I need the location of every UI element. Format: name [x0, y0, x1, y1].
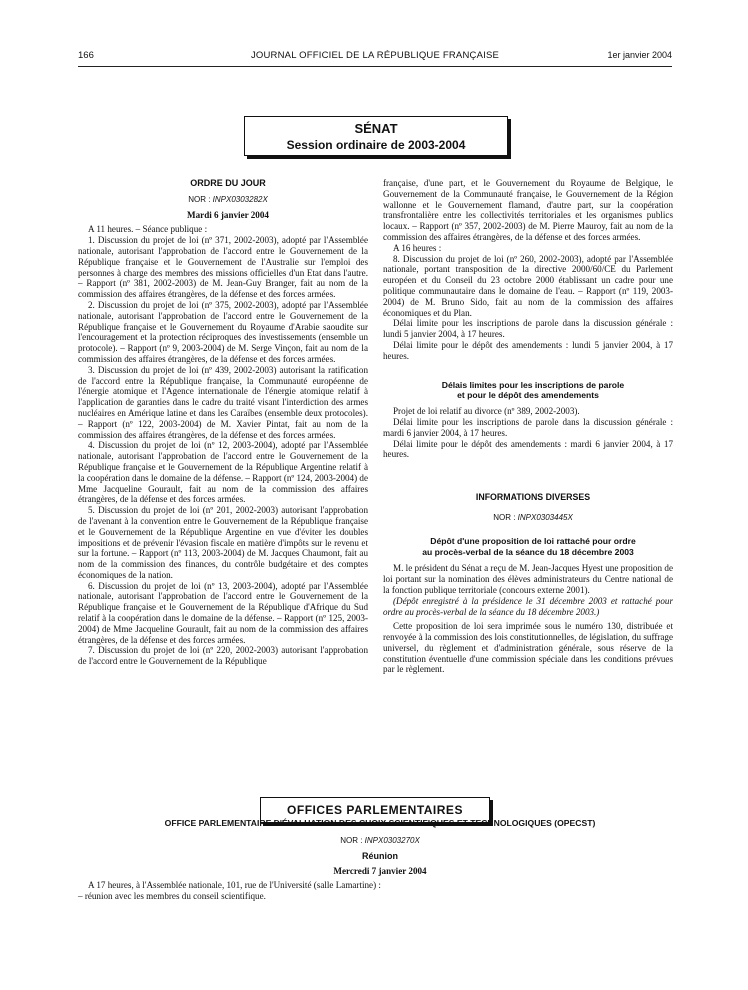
infos-subheading: Dépôt d'une proposition de loi rattaché pour ordre au procès-verbal de la séance du 18 décembre 2003	[422, 535, 636, 557]
nor-code: INPX0303270X	[364, 836, 420, 845]
agenda-item: 1. Discussion du projet de loi (nº 371, 2002-2003), adopté par l'Assemblée nationale, autorisant l'approbation de l'accord entre le Gouvernement de la République française et le Gouvernement de l'Australie sur l'emploi des personnes à charge des membres des missions officielles d'un Etat dans l'autre. – Rapport (nº 381, 2002-2003) de M. Jean-Guy Branger, fait au nom de la commission des affaires étrangères, de la défense et des forces armées.	[78, 235, 368, 300]
infos-paragraph: M. le président du Sénat a reçu de M. Jean-Jacques Hyest une proposition de loi portant sur la nomination des élèves administrateurs du Centre national de la fonction publique territoriale (concours externe 2001).	[383, 563, 673, 595]
journal-title: JOURNAL OFFICIEL DE LA RÉPUBLIQUE FRANÇAISE	[250, 50, 500, 61]
right-column	[383, 178, 673, 675]
infos-paragraph: Cette proposition de loi sera imprimée sous le numéro 130, distribuée et renvoyée à la commission des lois constitutionnelles, de législation, du suffrage universel, du règlement et d'administration générale, sous réserve de la constitution éventuelle d'une commission spéciale dans les conditions prévues par le règlement.	[383, 621, 673, 675]
delais-amendments: Délai limite pour le dépôt des amendements : mardi 6 janvier 2004, à 17 heures.	[383, 438, 673, 460]
senat-title: SÉNAT	[354, 121, 398, 136]
agenda-item-continued: française, d'une part, et le Gouvernement du Royaume de Belgique, le Gouvernement de la Communauté française, le Gouvernement de la Région wallonne et le Gouvernement flamand, d'autre part, sur la coopération transfrontalière entre les collectivités territoriales et les organismes publics locaux. – Rapport (nº 357, 2002-2003) de M. Pierre Mauroy, fait au nom de la commission des affaires étrangères, de la défense et des forces armées.	[383, 178, 673, 242]
page-number: 166	[78, 50, 94, 61]
reunion-agenda: – réunion avec les membres du conseil scientifique.	[78, 891, 266, 901]
delais-heading: Délais limites pour les inscriptions de parole et pour le dépôt des amendements	[441, 379, 625, 401]
opecst-heading: OFFICE PARLEMENTAIRE D'ÉVALUATION DES CHOIX SCIENTIFIQUES ET TECHNOLOGIQUES (OPECST)	[164, 818, 596, 828]
nor-code: INPX0303445X	[517, 512, 573, 522]
seance-line: A 11 heures. – Séance publique :	[88, 224, 208, 235]
ordre-du-jour-heading: ORDRE DU JOUR	[190, 178, 266, 188]
agenda-item: 7. Discussion du projet de loi (nº 220, 2002-2003) autorisant l'approbation de l'accord entre le Gouvernement de la République	[78, 645, 368, 667]
deadline-amendments: Délai limite pour le dépôt des amendements : lundi 5 janvier 2004, à 17 heures.	[383, 339, 673, 361]
agenda-item: 6. Discussion du projet de loi (nº 13, 2003-2004), adopté par l'Assemblée nationale, autorisant l'approbation de l'accord entre le Gouvernement de la République française et le Gouvernement de la République d'Afrique du Sud relatif à la coopération dans le domaine de la défense. – Rapport (nº 125, 2003-2004) de Mme Jacqueline Gourault, fait au nom de la commission des affaires étrangères, de la défense et des forces armées.	[78, 580, 368, 645]
issue-date: 1er janvier 2004	[607, 50, 672, 60]
offices-title: OFFICES PARLEMENTAIRES	[287, 803, 463, 817]
header-rule	[78, 66, 672, 67]
page-header	[78, 50, 672, 64]
seance-line-2: A 16 heures :	[393, 242, 442, 253]
opecst-section	[78, 818, 672, 902]
left-column	[78, 178, 368, 667]
agenda-item: 5. Discussion du projet de loi (nº 201, 2002-2003) autorisant l'approbation de l'avenant à la convention entre le Gouvernement de la République française et le Gouvernement de la République Argentine en vue d'éviter les doubles impositions et de prévenir l'évasion fiscale en matière d'impôts sur le revenu et sur la fortune. – Rapport (nº 113, 2003-2004) de M. Jacques Chaumont, fait au nom de la commission des finances, du contrôle budgétaire et des comptes économiques de la nation.	[78, 505, 368, 580]
nor-opecst: NOR : INPX0303270X	[340, 836, 420, 845]
infos-heading: INFORMATIONS DIVERSES	[475, 492, 591, 503]
agenda-item: 2. Discussion du projet de loi (nº 375, 2002-2003), adopté par l'Assemblée nationale, autorisant l'approbation de l'accord entre le Gouvernement de la République française et le Gouvernement du Royaume d'Arabie saoudite sur l'encouragement et la protection réciproques des investissements (ensemble un protocole). – Rapport (nº 9, 2003-2004) de M. Serge Vinçon, fait au nom de la commission des affaires étrangères, de la défense et des forces armées.	[78, 299, 368, 364]
nor-ordre: NOR : INPX0303282X	[188, 194, 268, 204]
infos-deposit-note: (Dépôt enregistré à la présidence le 31 décembre 2003 et rattaché pour ordre au procès-verbal de la séance du 18 décembre 2003.)	[383, 595, 673, 617]
agenda-item: 4. Discussion du projet de loi (nº 12, 2003-2004), adopté par l'Assemblée nationale, autorisant l'approbation de l'accord entre le Gouvernement de la République française et le Gouvernement de la République Argentine relatif à la coopération dans le domaine de la défense. – Rapport (nº 124, 2003-2004) de Mme Jacqueline Gourault, fait au nom de la commission des affaires étrangères, de la défense et des forces armées.	[78, 440, 368, 505]
delais-bill: Projet de loi relatif au divorce (nº 389, 2002-2003).	[393, 406, 580, 417]
reunion-date: Mercredi 7 janvier 2004	[333, 866, 427, 876]
deadline-speakers: Délai limite pour les inscriptions de parole dans la discussion générale : lundi 5 janvier 2004, à 17 heures.	[383, 318, 673, 340]
delais-speakers: Délai limite pour les inscriptions de parole dans la discussion générale : mardi 6 janvier 2004, à 17 heures.	[383, 416, 673, 438]
session-title: Session ordinaire de 2003-2004	[286, 138, 466, 152]
nor-infos: NOR : INPX0303445X	[493, 512, 573, 522]
reunion-heading: Réunion	[362, 851, 398, 861]
senat-title-box	[244, 116, 508, 156]
reunion-location: A 17 heures, à l'Assemblée nationale, 101, rue de l'Université (salle Lamartine) :	[88, 880, 381, 890]
nor-code: INPX0303282X	[212, 194, 268, 204]
agenda-item: 8. Discussion du projet de loi (nº 260, 2002-2003), adopté par l'Assemblée nationale, portant transposition de la directive 2000/60/CE du Parlement européen et du Conseil du 23 octobre 2000 établissant un cadre pour une politique communautaire dans le domaine de l'eau. – Rapport (nº 119, 2003-2004) de M. Bruno Sido, fait au nom de la commission des affaires économiques et du Plan.	[383, 253, 673, 318]
sitting-date: Mardi 6 janvier 2004	[187, 209, 269, 220]
agenda-item: 3. Discussion du projet de loi (nº 439, 2002-2003) autorisant la ratification de l'accord entre la République française, la Communauté européenne de l'énergie atomique et l'Agence internationale de l'énergie atomique relatif à l'application de garanties dans le cadre du traité visant l'interdiction des armes nucléaires en Amérique latine et dans les Caraïbes (ensemble deux protocoles). – Rapport (nº 122, 2003-2004) de M. Xavier Pintat, fait au nom de la commission des affaires étrangères, de la défense et des forces armées.	[78, 364, 368, 440]
